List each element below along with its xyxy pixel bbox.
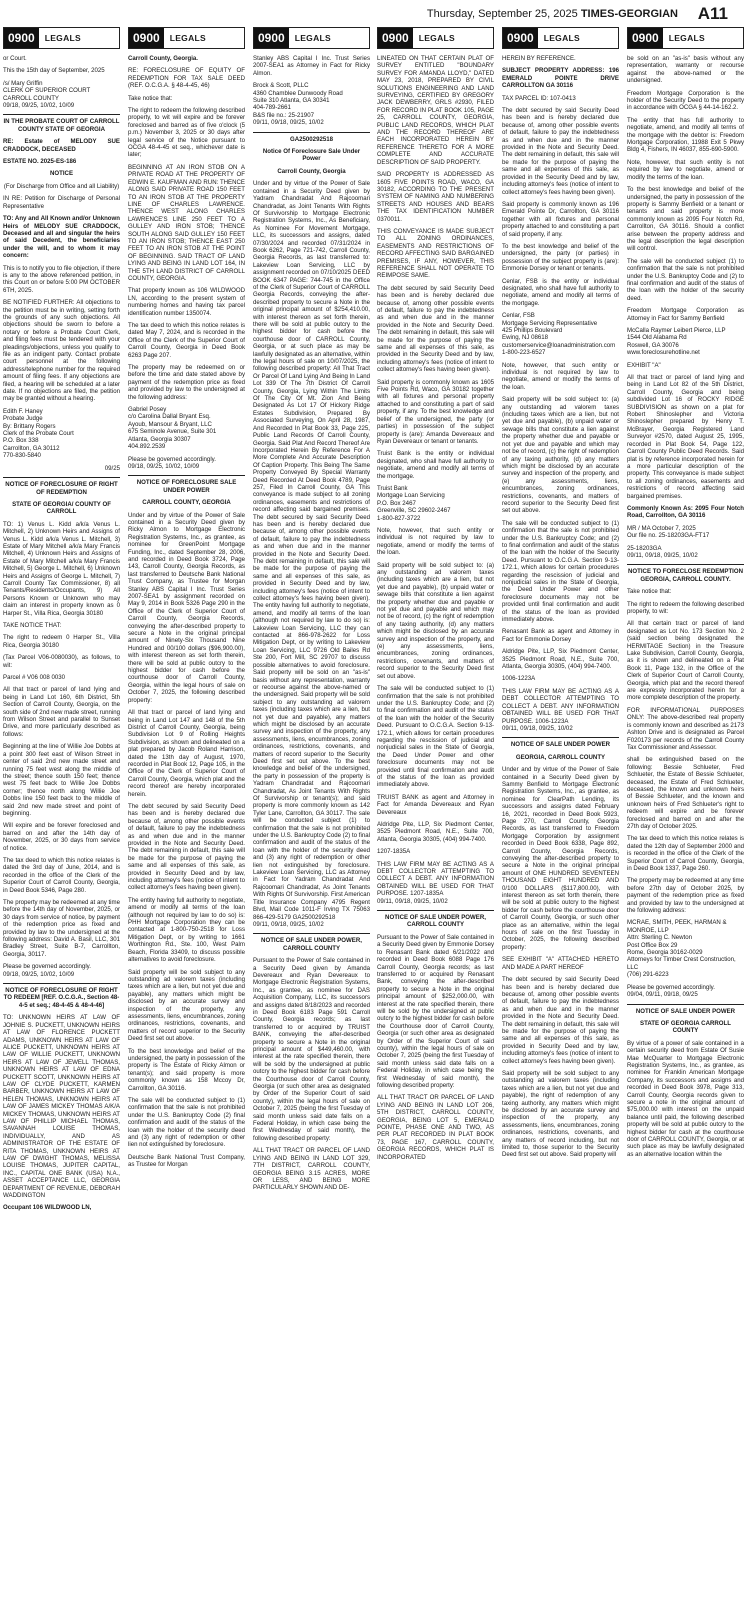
legal-paragraph: STATE OF GEORGIA CARROLL COUNTY [640,1019,731,1035]
legal-paragraph: Pursuant to the Power of Sale contained in a Security Deed given by Emmonie Dorsey to Renasant Bank dated 6/21/2022 and recorded in Deed Book 6088 Page 176 Carroll County, Georgia records; as last transferred to or acquired by Renasant Bank, conveying the after-described property to secure a Note in the original principal amount of $252,000.00, with interest at the rate specified therein, there will be sold by the undersigned at public outcry to the highest bidder for cash before the Courthouse door of Carroll County, Georgia (or such other area as designated by Order of the Superior Court of said county), within the legal hours of sale on October 7, 2025 (being the first Tuesday of said month unless said date falls on a Federal Holiday, in which case being the first Wednesday of said month), the following described property: [377,933,494,1089]
legal-paragraph: (For Discharge from Office and all Liability) [3,182,120,190]
legal-paragraph: The right to redeem 0 Harper St., Villa Rica, Georgia 30180 [3,634,120,649]
legal-paragraph: TRUIST BANK as agent and Attorney in Fact for Amanda Devereaux and Ryan Devereaux [377,793,494,816]
section-header-6 [627,27,744,49]
legal-paragraph: 1006-1223A [502,675,536,683]
legal-paragraph: To the best knowledge and belief of the undersigned, the party in possession of the property is Sammy Benfield or a tenant or tenants and said property is more commonly known as 2095 Four Notch Rd, Carrollton, GA 30116. Should a conflict arise between the property address and the legal description the legal description will control. [627,186,744,253]
legal-paragraph: The right to redeem the following described property, to wit: [627,600,744,615]
legal-paragraph: Pursuant to the Power of Sale contained in a Security Deed given by Amanda Devereaux and Ryan Devereaux to Mortgage Electronic Registration Systems, Inc., as grantee, as nominee for DAS Acquisition Company, LLC, its successors and assigns dated 8/18/2023 and recorded in Deed Book 6183 Page 591 Carroll County, Georgia records; as last transferred to or acquired by TRUIST BANK, conveying the after-described property to secure a Note in the original principal amount of $449,460.00, with interest at the rate specified therein, there will be sold by the undersigned at public outcry to the highest bidder for cash before the Courthouse door of Carroll County, Georgia (or such other area as designated by Order of the Superior Court of said county), within the legal hours of sale on October 7, 2025 (being the first Tuesday of said month unless said date falls on a Federal Holiday, in which case being the first Wednesday of said month), the following described property: [253,957,370,1142]
legal-paragraph: SAID PROPERTY IS ADDRESSED AS 1605 FIVE POINTS ROAD, WACO, GA 30182, ACCORDING TO THE PRESENT SYSTEM OF NAMING AND NUMBERING STREETS AND HOUSES AND BEARS THE TAX IDENTIFICATION NUMBER 0370011. [377,171,494,223]
legal-paragraph: GA2500292518 [253,132,370,143]
section-label: LEGALS [418,33,455,43]
section-label: LEGALS [668,33,705,43]
legal-paragraph: NOTICE OF FORECLOSURE OF RIGHT TO REDEEM [REF. O.C.G.A., Section 48-4-5 et seq.; 48-4-45 & 48-4-46] [3,983,120,1009]
legal-paragraph: TAX PARCEL ID: 107-0413 [502,94,576,102]
legal-paragraph: be sold on an "as-is" basis without any representation, warranty or recourse against the above-named or the undersigned. [627,55,744,85]
legal-paragraph: 25-18203GA 09/11, 09/18, 09/25, 10/02 [627,544,698,559]
legal-paragraph: Edith F. Haney Probate Judge By: Brittany Rogers Clerk of the Probate Court P.O. Box 338 Carrollton, GA 30112 770-830-5840 [3,407,74,460]
legal-column-6 [627,55,744,1591]
legal-paragraph: THIS LAW FIRM MAY BE ACTING AS A DEBT COLLECTOR ATTEMPTING TO COLLECT A DEBT. ANY INFORMATION OBTAINED WILL BE USED FOR THAT PURPOSE. 1006-1223A 09/11, 09/18, 09/25, 10/02 [502,687,619,732]
section-number: 0900 [503,28,538,48]
legal-paragraph: TO: UNKNOWN HEIRS AT LAW OF JOHNIE S. PUCKETT, UNKNOWN HEIRS AT LAW OF FLORENCE PUCKETT ADAMS, UNKNOWN HEIRS AT LAW OF ALICE PUCKETT, UNKNOWN HEIRS AT LAW OF WILLIE PUCKETT, UNKNOWN HEIRS AT LAW OF JEWELL THOMAS, UNKNOWN HEIRS AT LAW OF EDNA PUCKETT SCOTT, UNKNOWN HEIRS AT LAW OF CLYDE PUCKETT, KARMEN BARBER, UNKNOWN HEIRS AT LAW OF HELEN THOMAS, UNKNOWN HEIRS AT LAW OF JAMES MICKEY THOMAS A/K/A MICKEY THOMAS, UNKNOWN HEIRS AT LAW OF PHILLIP MICHAEL THOMAS, SAVANNAH LOUISE THOMAS, INDIVIDUALLY, AND AS ADMINISTRATOR OF THE ESTATE OF RITA THOMAS, UNKNOWN HEIRS AT LAW OF DWIGHT THOMAS, MELISSA LOUISE THOMAS, JUPITER CAPITAL, INC., CAPITAL ONE BANK (USA) N.A., ASSET ACCEPTANCE LLC, GEORGIA DEPARTMENT OF REVENUE, DEBORAH WADDINGTON [3,1014,120,1200]
legal-paragraph: ALL THAT TRACT OR PARCEL OF LAND LYING AND BEING IN LAND LOT 206, 5TH DISTRICT, CARROLL COUNTY, GEORGIA, BEING LOT 5, EMERALD POINTE, PHASE ONE AND TWO, AS PER PLAT RECORDED IN PLAT BOOK 73, PAGE 167, CARROLL COUNTY, GEORGIA RECORDS, WHICH PLAT IS INCORPORATED [377,1094,494,1161]
legal-paragraph: Commonly Known As: 2095 Four Notch Road, Carrollton, GA 30116 [627,504,744,520]
legal-paragraph: NOTICE [49,170,74,178]
section-label: LEGALS [169,33,206,43]
legal-paragraph: TO: 1) Venus L. Kidd a/k/a Venus L. Mitchell, 2) Unknown Heirs and Assigns of Venus L. Kidd a/k/a Venus L. Mitchell, 3) Estate of Mary Mitchell a/k/a Mary Francis Mitchell, 4) Unknown Heirs and Assigns of Estate of Mary Mitchell a/k/a Mary Francis Mitchell, 5) George L. Mitchell, 6) Unknown Heirs and Assigns of George L. Mitchell, 7) Carroll County Tax Commissioner, 8) all Tenants/Residents/Occupants, 9) All Persons Known or Unknown who may claim an interest in property known as 0 Harper St., Villa Rica, Georgia 30180 [3,520,120,617]
section-header-4 [377,27,494,49]
legal-paragraph: The right to redeem the following described property, to wit will expire and be forever foreclosed and barred as of five o'clock (5 p.m.) November 3, 2025 or 30 days after legal service of the Notice pursuant to OCGA 48-4-45 et seq., whichever date is later; [128,107,245,159]
legal-paragraph: NOTICE OF FORECLOSURE OF RIGHT OF REDEMPTION [3,477,120,496]
legal-paragraph: Parcel # V06 008 0030 [3,674,65,682]
legal-paragraph: Deutsche Bank National Trust Company, as Trustee for Morgan [128,1153,245,1169]
section-label: LEGALS [294,33,331,43]
legal-paragraph: The sale will be conducted subject to (1) confirmation that the sale is not prohibited under the U.S. Bankruptcy Code (2) final confirmation and audit of the status of the loan with the holder of the security deed and (3) any right of redemption or other lien not extinguished by foreclosure. [128,1097,245,1149]
legal-column-2 [128,55,245,1591]
legal-paragraph: EXHIBIT "A" [627,361,661,369]
legal-paragraph: Stanley ABS Capital I Inc. Trust Series 2007-SEA1 as Attorney in Fact for Ricky Almon. [253,55,370,77]
section-label: LEGALS [543,33,580,43]
legal-paragraph: SEE EXHIBIT "A" ATTACHED HERETO AND MADE A PART HEREOF [502,956,619,971]
masthead-date-paper [427,8,678,20]
section-label: LEGALS [44,33,81,43]
page-number: A11 [697,4,728,23]
legal-column-1 [3,55,120,1591]
legal-paragraph: NOTICE OF SALE UNDER POWER, CARROLL COUNTY [377,910,494,929]
legal-paragraph: The entity having full authority to negotiate, amend or modify all terms of the loan (although not required by law to do so) is: PHH Mortgage Corporation they can be contacted at 1-800-750-2518 for Loss Mitigation Dept, or by writing to 1661 Worthington Rd., Ste. 100, West Palm Beach, Florida 33409, to discuss possible alternatives to avoid foreclosure. [128,896,245,964]
masthead [0,0,756,26]
legal-paragraph: Freedom Mortgage Corporation is the holder of the Security Deed to the property in accordance with OCGA § 44-14-162.2. [627,89,744,112]
legal-paragraph: TAKE NOTICE THAT: [3,622,62,629]
legal-paragraph: To the best knowledge and belief of the undersigned, the party (or parties) in possession of the subject property is (are): Emmonie Dorsey or tenant or tenants. [502,242,619,273]
legal-paragraph: RE: Estate of MELODY SUE CRADDOCK, DECEASED [3,138,120,153]
legal-paragraph: The debt secured by said Security Deed has been and is hereby declared due because of, among other possible events of default, failure to pay the indebtedness as and when due and in the manner provided in the Note and Security Deed. The debt remaining in default, this sale will be made for the purpose of paying the same and all expenses of this sale, as provided in Security Deed and by law, including attorney's fees (notice of intent to collect attorney's fees having been given). [502,976,619,1065]
legal-paragraph: Aldridge Pite, LLP, Six Piedmont Center, 3525 Piedmont Road, N.E., Suite 700, Atlanta, Georgia 30305, (404) 994-7400. [377,821,494,843]
legal-paragraph: Said property will be sold subject to: (a) any outstanding ad valorem taxes (including taxes which are a lien, but not yet due and payable), (b) unpaid water or sewage bills that constitute a lien against the property whether due and payable or not yet due and payable and which may not be of record, (c) the right of redemption of any taxing authority, (d) any matters which might be disclosed by an accurate survey and inspection of the property, and (e) any assessments, liens, encumbrances, zoning ordinances, restrictions, covenants, and matters of record superior to the Security Deed first set out above. [377,561,494,680]
legal-paragraph: 09/25 [104,464,120,472]
legal-paragraph: The sale will be conducted subject to (1) confirmation that the sale is not prohibited under the U.S. Bankruptcy Code; and (2) to final confirmation and audit of the status of the loan with the holder of the Security Deed. Pursuant to O.C.G.A. Section 9-13-172.1, which allows for certain procedures regarding the rescission of judicial and nonjudicial sales in the State of Georgia, the Deed Under Power and other foreclosure documents may not be provided until final confirmation and audit of the status of the loan as provided immediately above. [502,519,619,624]
issue-date: Thursday, September 25, 2025 [426,8,578,20]
legal-paragraph: This is to notify you to file objection, if there is any to the above referenced petition, in this Court on or before 5:00 PM OCTOBER 6TH, 2025. [3,264,120,294]
legal-paragraph: HEREIN BY REFERENCE. [502,55,576,62]
legal-paragraph: /s/ Mary Griffin CLERK OF SUPERIOR COURT CARROLL COUNTY 09/18, 09/25, 10/02, 10/09 [3,79,91,110]
legal-paragraph: 1207-1835A [377,848,411,856]
legal-paragraph: BE NOTIFIED FURTHER: All objections to the petition must be in writing, setting forth the grounds of any such objections. All objections should be sworn to before a notary or before a Probate Court Clerk, and filing fees must be tendered with your pleadings/objections, unless you qualify to file as an indigent party. Contact probate court personnel at the following address/telephone number for the required amount of filing fees. If any objections are filed, a hearing will be scheduled at a later date. If no objections are filed, the petition may be granted without a hearing. [3,299,120,403]
legal-paragraph: SUBJECT PROPERTY ADDRESS: 196 EMERALD POINTE DRIVE CARROLLTON GA 30116 [502,67,619,90]
legal-paragraph: ALL THAT TRACT OR PARCEL OF LAND LYING AND BEING IN LAND LOT 329, 7TH DISTRICT, CARROLL COUNTY, GEORGIA BEING 3.15 ACRES, MORE OR LESS, AND BEING MORE PARTICULARLY SHOWN AND DE- [253,1147,370,1192]
section-number: 0900 [378,28,413,48]
legal-paragraph: TO: Any and All Known and/or Unknown Heirs of MELODY SUE CRADDOCK, Deceased and all and singular the heirs of said Decedent, the beneficiaries under the will, and to whom it may concern: [3,215,120,260]
legal-paragraph: Cenlar, FSB is the entity or individual designated, who shall have full authority to negotiate, amend and modify all terms of the mortgage. [502,277,619,307]
legal-paragraph: All that certain tract or parcel of land designated as Lot No. 173 Section No. 2 (said section being designated the HERMITAGE Section) in the Treasure Lake Subdivision, Carroll County, Georgia, as it is shown and delineated on a Plat Book 11, Page 132, in the Office of the Clerk of Superior Court of Carroll County, Georgia, which plat and the record thereof are expressly incorporated herein for a more complete description of the property. [627,620,744,702]
legal-paragraph: FOR INFORMATIONAL PURPOSES ONLY: The above-described real property is commonly known and described as 2173 Ashton Drive and is designated as Parcel F020173 per records of the Carroll County Tax Commissioner and Assessor. [627,706,744,751]
legal-paragraph: Said property will be sold subject to: (a) any outstanding ad valorem taxes (including taxes which are a lien, but not yet due and payable), (b) unpaid water or sewage bills that constitute a lien against the property whether due and payable or not yet due and payable and which may not be of record, (c) the right of redemption of any taxing authority, (d) any matters which might be disclosed by an accurate survey and inspection of the property, and (e) any assessments, liens, encumbrances, zoning ordinances, restrictions, covenants, and matters of record superior to the Security Deed first set out above. [502,396,619,515]
legal-paragraph: Aldridge Pite, LLP, Six Piedmont Center, 3525 Piedmont Road, N.E., Suite 700, Atlanta, Georgia 30305, (404) 994-7400. [502,648,619,671]
legal-paragraph: Freedom Mortgage Corporation as Attorney in Fact for Sammy Benfield [627,307,744,322]
legal-paragraph: THIS LAW FIRM MAY BE ACTING AS A DEBT COLLECTOR ATTEMPTING TO COLLECT A DEBT. ANY INFORMATION OBTAINED WILL BE USED FOR THAT PURPOSE. 1207-1835A 09/11, 09/18, 09/25, 10/02 [377,860,494,905]
legal-paragraph: Said property is commonly known as 1605 Five Points Rd, Waco, GA 30182 together with all fixtures and personal property attached to and constituting a part of said property, if any. To the best knowledge and belief of the undersigned, the party (or parties) in possession of the subject property is (are): Amanda Devereaux and Ryan Devereaux or tenant or tenants. [377,378,494,445]
legal-paragraph: The property may be redeemed at any time before the 14th day of November, 2025, or 30 days from service of notice, by payment of the redemption price as fixed and provided by law to the undersigned at the following address: David A. Basil, LLC, 301 Bradley Street, Suite B-7, Carrollton, Georgia, 30117. [3,899,120,958]
legal-paragraph: IN RE: Petition for Discharge of Personal Representative [3,195,120,210]
legal-paragraph: Will expire and be forever foreclosed and barred on and after the 14th day of November, 2025, or 30 days from service of notice. [3,822,120,852]
legal-paragraph: NOTICE OF FORECLOSURE SALE UNDER POWER [128,475,245,494]
legal-paragraph: The sale will be conducted subject to (1) confirmation that the sale is not prohibited under the U.S. Bankruptcy Code; and (2) to final confirmation and audit of the status of the loan with the holder of the Security Deed. Pursuant to O.C.G.A. Section 9-13-172.1, which allows for certain procedures regarding the rescission of judicial and nonjudicial sales in the State of Georgia, the Deed Under Power and other foreclosure documents may not be provided until final confirmation and audit of the status of the loan as provided immediately above. [377,685,494,789]
legal-paragraph: MR / MA October 7, 2025 Our file no. 25-18203GA-FT17 [627,524,710,540]
legal-paragraph: The property may be redeemed on or before the time and date stated above by payment of the redemption price as fixed and provided by law to the undersigned at the following address: [128,364,245,401]
legal-paragraph: MCRAE, SMITH, PEEK, HARMAN & MONROE, LLP Attn: Sterling C. Newton Post Office Box 29 Rome, Georgia 30162-0029 Attorneys for Timber Crest Construction, LLC (706) 291-6223 [627,919,736,979]
legal-paragraph: This the 15th day of September, 2025 [3,67,105,75]
section-number: 0900 [129,28,164,48]
legal-paragraph: The debt secured by said Security Deed has been and is hereby declared due because of, among other possible events of default, failure to pay the indebtedness as and when due and in the manner provided in the Note and Security Deed. The debt remaining in default, this sale will be made for the purpose of paying the same and all expenses of this sale, as provided in Security Deed and by law, including attorney's fees (notice of intent to collect attorney's fees having been given). [128,802,245,892]
section-header-3 [253,27,370,49]
legal-paragraph: All that tract or parcel of land lying and being in Land Lot 160, 6th District, 5th Section of Carroll County, Georgia, on the south side of 2nd new made street, running from Wilson Street and parallel to Sunset Drive, and more particularly described as follows: [3,686,120,738]
legal-paragraph: (Tax Parcel V06-0080030), as follows, to wit: [3,654,120,669]
legal-paragraph: Please be governed accordingly. 09/18, 09/25, 10/02, 10/09 [128,455,216,470]
legal-paragraph: NOTICE OF SALE UNDER POWER [627,1004,744,1015]
legal-paragraph: Note, however, that such entity is not required by law to negotiate, amend or modify the terms of the loan. [627,158,744,181]
legal-paragraph: THIS CONVEYANCE IS MADE SUBJECT TO ALL ZONING ORDINANCES, EASEMENTS AND RESTRICTIONS OF RECORD AFFECTING SAID BARGAINED PREMISES, IF ANY, HOWEVER, THIS REFERENCE SHALL NOT OPERATE TO REIMPOSE SAME. [377,227,494,280]
legal-paragraph: ESTATE NO. 2025-ES-186 [3,158,77,166]
legal-paragraph: Note, however, that such entity or individual is not required by law to negotiate, amend or modify the terms of the loan. [502,361,619,391]
legal-paragraph: Under and by virtue of the Power of Sale contained in a Security Deed given by Sammy Benfield to Mortgage Electronic Registration Systems, Inc., as grantee, as nominee for ClearPath Lending, its successors and assigns dated February 16, 2021, recorded in Deed Book 5923, Page 270, Carroll County, Georgia Records, as last transferred to Freedom Mortgage Corporation by assignment recorded in Deed Book 6338, Page 892, Carroll County, Georgia Records, conveying the after-described property to secure a Note in the original principal amount of ONE HUNDRED SEVENTEEN THOUSAND EIGHT HUNDRED AND 0/100 DOLLARS ($117,800.00), with interest thereon as set forth therein, there will be sold at public outcry to the highest bidder for cash before the courthouse door of Carroll County, Georgia, or such other place as an alternative, within the legal hours of sale on the first Tuesday in October, 2025, the following described property: [502,766,619,951]
legal-paragraph: IN THE PROBATE COURT OF CARROLL COUNTY STATE OF GEORGIA [3,114,120,133]
legal-paragraph: Under and by virtue of the Power of Sale contained in a Security Deed given by Ricky Almon to Mortgage Electronic Registration Systems, Inc., as grantee, as nominee for GreenPoint Mortgage Funding, Inc., dated September 28, 2006, and recorded in Deed Book 3724, Page 143, Carroll County, Georgia Records, as last transferred to Deutsche Bank National Trust Company, as Trustee for Morgan Stanley ABS Capital I Inc. Trust Series 2007-SEA1 by assignment recorded on May 9, 2014 in Book 5326 Page 290 in the Office of the Clerk of Superior Court of Carroll County, Georgia Records, conveying the after-described property to secure a Note in the original principal amount of Ninety-Six Thousand Nine Hundred and 00/100 dollars ($96,900.00), with interest thereon as set forth therein, there will be sold at public outcry to the highest bidder for cash before the courthouse door of Carroll County, Georgia, within the legal hours of sale on October 7, 2025, the following described property: [128,511,245,704]
legal-paragraph: Carroll County, Georgia [277,167,346,175]
legal-paragraph: LINEATED ON THAT CERTAIN PLAT OF SURVEY ENTITLED "BOUNDARY SURVEY FOR AMANDA LLOYD," DATED MAY 23, 2018, PREPARED BY CIVIL SOLUTIONS ENGINEERING AND LAND SURVEYING, CERTIFIED BY GREGORY JACK DEWBERRY, GRLS #2930, FILED FOR RECORD IN PLAT BOOK 105, PAGE 25, CARROLL COUNTY, GEORGIA, PUBLIC LAND RECORDS, WHICH PLAT AND THE RECORD THEREOF ARE EACH INCORPORATED HEREIN BY REFERENCE THERETO FOR A MORE COMPLETE AND ACCURATE DESCRIPTION OF SAID PROPERTY. [377,55,494,166]
legal-column-3 [253,55,370,1591]
legal-paragraph: Said property will be sold subject to any outstanding ad valorem taxes (including taxes which are a lien, but not yet due and payable), the right of redemption of any taxing authority, any matters which might be disclosed by an accurate survey and inspection of the property, any assessments, liens, encumbrances, zoning ordinances, restrictions, covenants, and any matters of record including, but not limited to, those superior to the Security Deed first set out above. Said property will [502,1069,619,1159]
legal-paragraph: Beginning at the line of Willie Joe Dobbs at a point 300 feet east of Wilson Street in center of said 2nd new made street and running 75 feet west along the middle of the street; thence south 150 feet; thence west 75 feet back to Willie Joe Dobbs corner; thence north along Willie Joe Dobbs line 150 feet back to the middle of said 2nd new made street and point of beginning. [3,743,120,817]
section-header-2 [128,27,245,49]
section-number: 0900 [254,28,289,48]
legal-paragraph: Truist Bank is the entity or individual designated, who shall have full authority to negotiate, amend and modify all terms of the mortgage. [377,450,494,480]
legal-paragraph: By virtue of a power of sale contained in a certain security deed from Estate Of Susie Mae McQuarter to Mortgage Electronic Registration Systems, Inc., as grantee, as nominee for Franklin American Mortgage Company, its successors and assigns and recorded in Deed Book 3978, Page 313, Carroll County, Georgia records given to secure a note in the original amount of $75,000.00 with interest on the unpaid balance until paid, the following described property will be sold at public outcry to the highest bidder for cash at the courthouse door of CARROLL COUNTY, Georgia, or at such place as may be lawfully designated as an alternative location within the [627,1039,744,1158]
legal-paragraph: NOTICE OF SALE UNDER POWER, CARROLL COUNTY [253,933,370,952]
legal-paragraph: Gabriel Posey c/o Carolina Dallal Bryant Esq. Ayoub, Mansour & Bryant, LLC 675 Seminole Avenue, Suite 301 Atlanta, Georgia 30307 404.892.2539 [128,406,217,451]
legal-column-4 [377,55,494,1591]
legal-paragraph: To the best knowledge and belief of the undersigned, the party in possession of the property is The Estate of Ricky Almon or tenant(s); and said property is more commonly known as 158 Mccoy Dr, Carrollton, GA 30116. [128,1047,245,1092]
legal-paragraph: Take notice that: [627,588,672,596]
legal-paragraph: Brock & Scott, PLLC 4360 Chamblee Dunwoody Road Suite 310 Atlanta, GA 30341 404-789-2661 B&S file no.: 25-21907 09/11, 09/18, 09/25, 10/02 [253,82,343,127]
legal-paragraph: All that tract or parcel of land lying and being in Land Lot 147 and 148 of the 5th District of Carroll County, Georgia, being Subdivision Lot 9 of Rolling Heights Subdivision, as shown and delineated on a plat prepared by Jacob Roland Harrison, dated the 13th day of August, 1970, recorded in Plat Book 12, Page 105, in the Office of the Clerk of Superior Court of Carroll County, Georgia, which plat and the record thereof are hereby incorporated herein. [128,709,245,798]
legal-paragraph: The debt secured by said Security Deed has been and is hereby declared due because of, among other possible events of default, failure to pay the indebtedness as and when due and in the manner provided in the Note and Security Deed. The debt remaining in default, this sale will be made for the purpose of paying the same and all expenses of this sale, as provided in the Security Deed and by law, including attorney's fees (notice of intent to collect attorney's fees having been given). [377,284,494,374]
legal-paragraph: The tax deed to which this notice relates is dated May 7, 2024, and is recorded in the Office of the Clerk of the Superior Court of Carroll County, Georgia in Deed Book 6263 Page 207. [128,322,245,359]
legal-paragraph: Renasant Bank as agent and Attorney in Fact for Emmonie Dorsey [502,628,619,643]
section-header-1 [3,27,120,49]
legal-paragraph: Please be governed accordingly. 09/18, 09/25, 10/02, 10/09 [3,963,91,978]
legal-paragraph: NOTICE TO FORECLOSE REDEMPTION GEORGIA, CARROLL COUNTY. [627,564,744,583]
legal-paragraph: Under and by virtue of the Power of Sale contained in a Security Deed given by Yadram Chandradat And Rajcoomari Chandradat, as Joint Tenants With Rights Of Survivorship to Mortgage Electronic Registration Systems, Inc., As Beneficiary, As Nominee For Movement Mortgage, LLC, its successors and assigns, dated 07/30/2024 and recorded 07/31/2024 in Book 6262, Page 721-742, Carroll County, Georgia Records, as last transferred to: Lakeview Loan Servicing, LLC by assignment recorded on 07/10/2025 DEED BOOK 6347 PAGE: 744-745 in the Office of the Clerk of Superior Court of CARROLL Georgia Records, conveying the after-described property to secure a Note in the original principal amount of $254,410.00, with interest thereon as set forth therein, there will be sold at public outcry to the highest bidder for cash before the courthouse door of CARROLL County, Georgia, or at such place as may be lawfully designated as an alternative, within the legal hours of sale on 10/07/2025, the following described property: All That Tract Or Parcel Of Land Lying And Being In Land Lot 339 Of The 7th District Of Carroll County, Georgia, Lying Within The Limits Of The City Of Mt. Zion And Being Designated As Lot 17 Of Hickory Ridge Estates Subdivision, Prepared By Associated Surveying, On April 28, 1987, And Recorded In Plat Book 33, Page 225, Public Land Records Of Carroll County, Georgia. Said Plat And Record Thereof Are Incorporated Herein By Reference For A More Complete And Accurate Description Of Caption Property. This Being The Same Property Conveyed By Special Warranty Deed Recorded At Deed Book 4789, Page 257, Filed In Carroll County, GA This conveyance is made subject to all zoning ordinances, easements and restrictions of record affecting said bargained premises. The debt secured by said Security Deed has been and is hereby declared due because of, among other possible events of default, failure to pay the indebtedness as and when due and in the manner provided in the Note and Security Deed. The debt remaining in default, this sale will be made for the purpose of paying the same and all expenses of this sale, as provided in Security Deed and by law, including attorney's fees (notice of intent to collect attorney's fees having been given). The entity having full authority to negotiate, amend, and modify all terms of the loan (although not required by law to do so) is: Lakeview Loan Servicing, LLC they can contacted at 866-978-2622 for Loss Mitigation Dept, or by writing to Lakeview Loan Servicing, LLC 9726 Old Bailes Rd Ste 200, Fort Mill, SC 29707 to discuss possible alternatives to avoid foreclosure. Said property will be sold on an "as-is" basis without any representation, warranty or recourse against the above-named or the undersigned. Said property will be sold subject to any outstanding ad valorem taxes (including taxes which are a lien, but not yet due and payable), any matters which might be disclosed by an accurate survey and inspection of the property, any assessments, liens, encumbrances, zoning ordinances, restrictions, covenants, and matters of record superior to the Security Deed first set out above. To the best knowledge and belief of the undersigned, the party in possession of the property is Yadram Chandradat and Rajcoomari Chandradat, As Joint Tenants With Rights Of Survivorship or tenant(s); and said property is more commonly known as 142 Tyler Lane, Carrollton, GA 30117. The sale will be conducted subject (1) to confirmation that the sale is not prohibited under the U.S. Bankruptcy Code (2) to final confirmation and audit of the status of the loan with the holder of the security deed and (3) any right of redemption or other lien not extinguished by foreclosure. Lakeview Loan Servicing, LLC as Attorney in Fact for Yadram Chandradat And Rajcoomari Chandradat, As Joint Tenants With Rights Of Survivorship. First American Title Insurance Company 4795 Regent Blvd, Mail Code 1011-F Irving TX 75063 866-429-5179 GA2500292518 09/11, 09/18, 09/25, 10/02 [253,180,370,928]
legal-paragraph: Take notice that: [128,94,173,102]
legal-paragraph: Carroll County, Georgia. [128,55,198,62]
legal-paragraph: or Court. [3,55,27,62]
legal-paragraph: Occupant 106 WILDWOOD LN, [3,1204,92,1212]
legal-paragraph: The tax deed to which this notice relates is dated the 3rd day of June, 2014, and is recorded in the office of the Clerk of the Superior Court of Carroll County, Georgia, in Deed Book 5346, Page 280. [3,856,120,894]
legal-paragraph: Said property is commonly known as 196 Emerald Pointe Dr, Carrollton, GA 30116 together with all fixtures and personal property attached to and constituting a part of said property, if any. [502,200,619,238]
legal-paragraph: The property may be redeemed at any time before 27th day of October 2025, by payment of the redemption price as fixed and provided by law to the undersigned at the following address: [627,877,744,915]
legal-paragraph: All that tract or parcel of land lying and being in Land Lot 82 of the 5th District, Carroll County, Georgia and being subdivided Lot 16 of ROCKY RIDGE SUBDIVISION as shown on a plat for Robert Shinoslepher and Victoria Shinoslepher prepared by Henry T. McBrayer, Georgia Registered Land Surveyor #2570, dated August 25, 1995, recorded in Plat Book 54, Page 122, Carroll County Public Deed Records. Said plat is by reference incorporated herein for a more particular description of the property. This conveyance is made subject to all zoning ordinances, easements and restrictions of record affecting said bargained premises. [627,374,744,500]
legal-paragraph: The sale will be conducted subject (1) to confirmation that the sale is not prohibited under the U.S. Bankruptcy Code and (2) to final confirmation and audit of the status of the loan with the holder of the security deed. [627,257,744,302]
legal-paragraph: That property known as 106 WILDWOOD LN, according to the present system of numbering homes and having tax parcel identification number 1350074. [128,287,245,317]
newspaper-name: TIMES-GEORGIAN [580,8,678,20]
section-number: 0900 [4,28,39,48]
legal-paragraph: The tax deed to which this notice relates is dated the 12th day of September 2000 and is recorded in the office of the Clerk of the Superior Court of Carroll County, Georgia, in Deed Book 1337, Page 260. [627,835,744,872]
legal-paragraph: CARROLL COUNTY, GEORGIA [142,499,231,507]
legal-paragraph: BEGINNING AT AN IRON STOB ON A PRIVATE ROAD AT THE PROPERTY OF EDWIN E. KAUFMAN AND RUN: THENCE ALONG SAID PRIVATE ROAD 150 FEET TO AN IRON STOB AT THE PROPERTY LINE OF CHARLES LAWRENCE. THENCE WEST ALONG CHARLES LAWRENCE'S LINE 250 FEET TO A GULLEY AND IRON STOB; THENCE SOUTH ALONG SAID GULLEY 150 FEET TO AN IRON STOB; THENCE EAST 250 FEET TO AN IRON STOB AT THE POINT OF BEGINNING. SAID TRACT OF LAND LYING AND BEING IN LAND LOT 164, IN THE 5TH LAND DISTRICT OF CARROLL COUNTY, GEORGIA. [128,163,245,282]
legal-paragraph: McCalla Raymer Leibert Pierce, LLP 1544 Old Alabama Rd Roswell, GA 30076 www.foreclosurehotline.net [627,327,726,357]
legal-paragraph: Please be governed accordingly. 09/04, 09/11, 09/18, 09/25 [627,983,715,999]
section-header-5 [502,27,619,49]
legal-paragraph: STATE OF GEORGIA/ COUNTY OF CARROLL [12,500,111,516]
legal-paragraph: NOTICE OF SALE UNDER POWER [502,737,619,748]
legal-paragraph: Cenlar, FSB Mortgage Servicing Representative 425 Phillips Boulevard Ewing, NJ 08618 customerservice@loanadministration.com 1-800-223-6527 [502,312,616,357]
legal-paragraph: The entity that has full authority to negotiate, amend, and modify all terms of the mortgage with the debtor is: Freedom Mortgage Corporation, 11988 Exit 5 Pkwy Bldg 4, Fishers, IN 46037, 855-690-5900. [627,116,744,154]
legal-paragraph: GEORGIA, CARROLL COUNTY [515,753,606,761]
legal-paragraph: Said property will be sold subject to any outstanding ad valorem taxes (including taxes which are a lien, but not yet due and payable), any matters which might be disclosed by an accurate survey and inspection of the property, any assessments, liens, encumbrances, zoning ordinances, restrictions, covenants, and matters of record superior to the Security Deed first set out above. [128,968,245,1043]
legal-paragraph: RE: FORECLOSURE OF EQUITY OF REDEMPTION FOR TAX SALE DEED (REF. O.C.G.A. § 48-4-45, 46) [128,67,245,90]
legal-paragraph: Truist Bank Mortgage Loan Servicing P.O. Box 2467 Greenville, SC 29602-2467 1-800-827-3722 [377,484,451,522]
legal-paragraph: The debt secured by said Security Deed has been and is hereby declared due because of, among other possible events of default, failure to pay the indebtedness as and when due and in the manner provided in the Note and Security Deed. The debt remaining in default, this sale will be made for the purpose of paying the same and all expenses of this sale, as provided in the Security Deed and by law, including attorney's fees (notice of intent to collect attorney's fees having been given). [502,107,619,196]
legal-paragraph: shall be extinguished based on the following: Bessie Schlueter, Fred Schlueter, the Estate of Bessie Schlueter, deceased, the Estate of Fred Schlueter, deceased, the known and unknown heirs of Bessie Schlueter, and the known and unknown heirs of Fred Schlueter's right to redeem will expire and be forever foreclosed and barred on and after the 27th day of October 2025. [627,756,744,830]
section-number: 0900 [628,28,663,48]
legal-paragraph: Note, however, that such entity or individual is not required by law to negotiate, amend or modify the terms of the loan. [377,526,494,557]
legal-paragraph: Notice Of Foreclosure Sale Under Power [262,148,361,163]
legal-column-5 [502,55,619,1591]
